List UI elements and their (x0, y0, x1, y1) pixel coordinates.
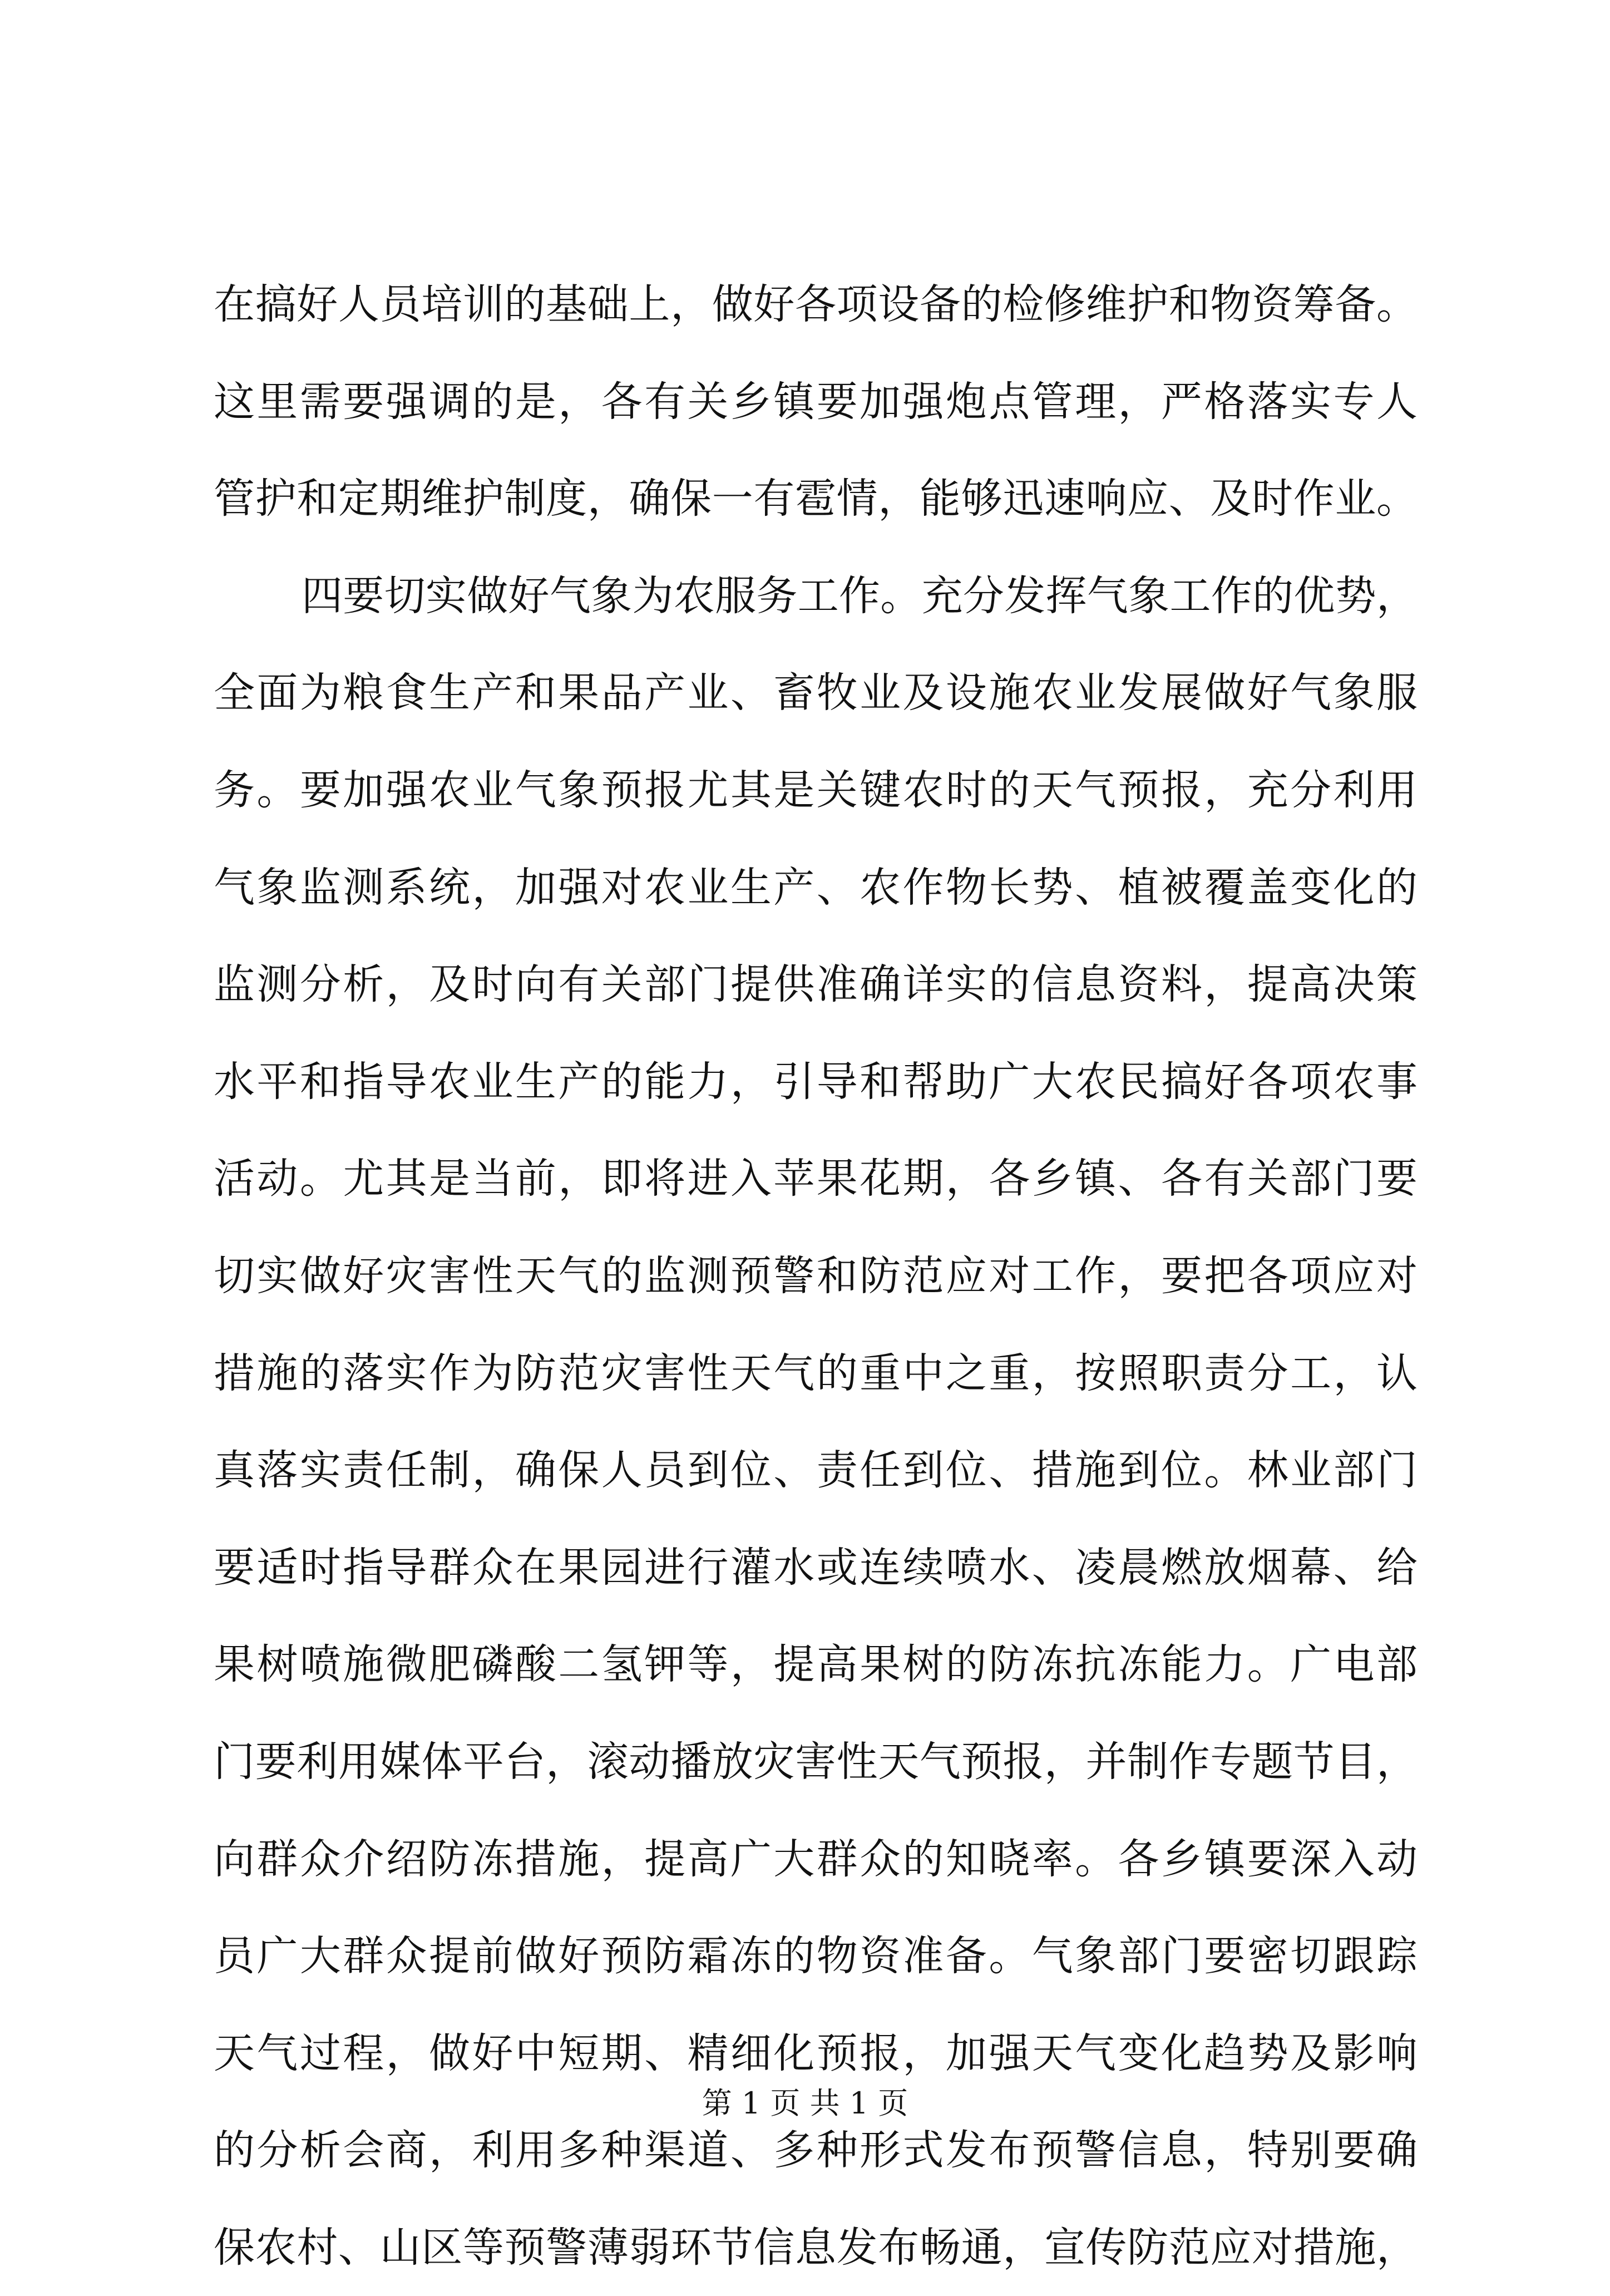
text-line: 活动。尤其是当前，即将进入苹果花期，各乡镇、各有关部门要 (214, 1155, 1418, 1203)
text-line: 全面为粮食生产和果品产业、畜牧业及设施农业发展做好气象服 (214, 669, 1418, 717)
text-line: 管护和定期维护制度，确保一有雹情，能够迅速响应、及时作业。 (214, 475, 1418, 523)
body-text (214, 256, 1418, 2296)
text-line: 向群众介绍防冻措施，提高广大群众的知晓率。各乡镇要深入动 (214, 1835, 1418, 1883)
page-number-footer: 第 1 页 共 1 页 (702, 2086, 908, 2121)
text-line: 果树喷施微肥磷酸二氢钾等，提高果树的防冻抗冻能力。广电部 (214, 1640, 1418, 1689)
text-line: 水平和指导农业生产的能力，引导和帮助广大农民搞好各项农事 (214, 1057, 1418, 1106)
text-line: 员广大群众提前做好预防霜冻的物资准备。气象部门要密切跟踪 (214, 1932, 1418, 1980)
text-line: 的分析会商，利用多种渠道、多种形式发布预警信息，特别要确 (214, 2126, 1418, 2175)
text-line: 门要利用媒体平台，滚动播放灾害性天气预报，并制作专题节目， (214, 1737, 1418, 1786)
text-line: 在搞好人员培训的基础上，做好各项设备的检修维护和物资筹备。 (214, 280, 1418, 328)
text-line: 措施的落实作为防范灾害性天气的重中之重，按照职责分工，认 (214, 1349, 1418, 1397)
text-line: 务。要加强农业气象预报尤其是关键农时的天气预报，充分利用 (214, 766, 1418, 814)
text-line: 监测分析，及时向有关部门提供准确详实的信息资料，提高决策 (214, 960, 1418, 1009)
text-line: 天气过程，做好中短期、精细化预报，加强天气变化趋势及影响 (214, 2029, 1418, 2077)
text-line: 保农村、山区等预警薄弱环节信息发布畅通，宣传防范应对措施， (214, 2223, 1418, 2272)
text-line: 切实做好灾害性天气的监测预警和防范应对工作，要把各项应对 (214, 1252, 1418, 1300)
text-line: 这里需要强调的是，各有关乡镇要加强炮点管理，严格落实专人 (214, 377, 1418, 426)
paragraph-start-line: 四要切实做好气象为农服务工作。充分发挥气象工作的优势， (302, 571, 1418, 620)
text-line: 气象监测系统，加强对农业生产、农作物长势、植被覆盖变化的 (214, 863, 1418, 911)
text-line: 要适时指导群众在果园进行灌水或连续喷水、凌晨燃放烟幕、给 (214, 1543, 1418, 1592)
text-line: 真落实责任制，确保人员到位、责任到位、措施到位。林业部门 (214, 1446, 1418, 1495)
